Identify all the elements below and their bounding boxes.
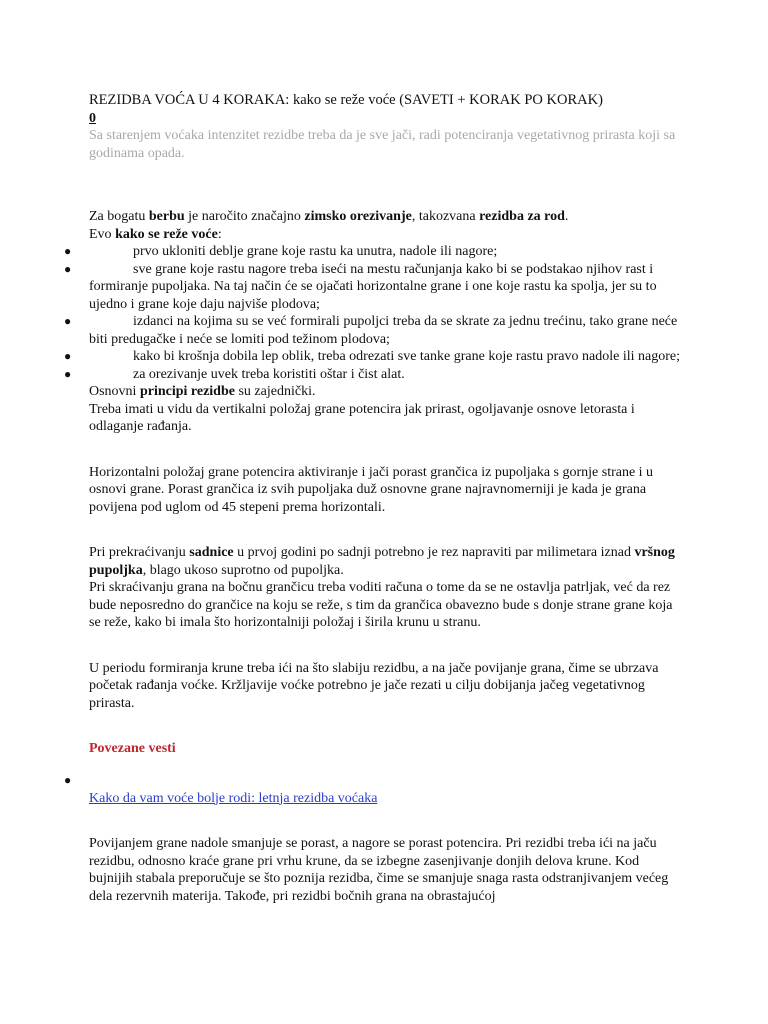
vertical-paragraph: Treba imati u vidu da vertikalni položaj grane potencira jak prirast, ogoljavanje osnove letorasta i odlaganje rađanja.: [89, 401, 635, 434]
list-item-text-inner: sve grane koje rastu nagore treba iseći na mestu računjanja kako bi se podstakao njihov rast i formiranje pupoljaka. Na taj način će se ojačati horizontalne grane i one koje rastu ka spolja, jer su to ujedno i grane koje daju najviše plodova;: [89, 261, 657, 312]
list-item-text: za orezivanje uvek treba koristiti oštar i čist alat.: [133, 366, 405, 382]
bullet-icon: ●: [64, 349, 72, 363]
related-article-link[interactable]: Kako da vam voće bolje rodi: letnja rezidba voćaka: [89, 790, 378, 806]
principles-bold: principi rezidbe: [139, 384, 235, 399]
list-item-text: [89, 313, 681, 348]
list-item-text-inner: kako bi krošnja dobila lep oblik, treba odrezati sve tanke grane koje rastu pravo nadole ili nagore;: [133, 349, 680, 364]
bullet-icon: ●: [64, 261, 72, 276]
article-title: REZIDBA VOĆA U 4 KORAKA: kako se reže voće (SAVETI + KORAK PO KORAK): [89, 92, 603, 108]
intro-text-3: , takozvana: [411, 209, 480, 224]
list-item: [64, 348, 681, 366]
list-item-text: [89, 261, 681, 314]
skracivanje-paragraph: Pri skraćivanju grana na bočnu grančicu treba voditi računa o tome da se ne ostavlja patrljak, već da rez bude neposredno do grančice na koju se reže, s tim da grančica obavezno bude s donje strane grane koja se reže, kako bi imala što horizontalniji položaj i širila krunu u stranu.: [89, 580, 673, 630]
sadnice-text-2: u prvoj godini po sadnji potrebno je rez napraviti par milimetara iznad: [233, 545, 635, 560]
principles-text-2: su zajednički.: [234, 384, 316, 399]
intro-paragraph: [89, 208, 681, 226]
related-news-heading: Povezane vesti: [89, 741, 176, 756]
article-lead: Sa starenjem voćaka intenzitet rezidbe treba da je sve jači, radi potenciranja vegetativnog prirasta koji sa godinama opada.: [89, 128, 676, 161]
list-item: [64, 313, 681, 348]
horizontal-paragraph: Horizontalni položaj grane potencira aktiviranje i jači porast grančica iz pupoljaka s gornje strane i u osnovi grane. Porast grančica iz svih pupoljaka duž osnovne grane najravnomerniji je kada je grana povijena pod uglom od 45 stepeni prema horizontali.: [89, 464, 654, 515]
list-item: [64, 243, 681, 261]
comment-count[interactable]: 0: [89, 110, 96, 126]
principles-text-1: Osnovni: [89, 384, 140, 399]
intro-text-1: Za bogatu: [89, 209, 149, 224]
sadnice-bold: sadnice: [189, 545, 234, 560]
list-item-text-inner: izdanci na kojima su se već formirali pupoljci treba da se skrate za jednu trećinu, tako grane neće biti predugačke i neće se lomiti pod težinom plodova;: [89, 314, 678, 347]
article-body: [64, 92, 681, 905]
how-text-1: Evo: [89, 226, 116, 242]
intro-bold-zimsko: zimsko orezivanje: [304, 209, 412, 224]
principles-paragraph: [89, 383, 681, 401]
sadnice-text-1: Pri prekraćivanju: [89, 545, 190, 560]
intro-text-4: .: [564, 209, 569, 224]
steps-list: [64, 243, 681, 383]
bullet-icon: ●: [64, 314, 72, 328]
sadnice-paragraph: [89, 544, 681, 579]
how-bold: kako se reže voće: [115, 226, 218, 242]
related-link-row: [89, 790, 681, 808]
list-item: [64, 366, 681, 384]
list-item-text: prvo ukloniti deblje grane koje rastu ka unutra, nadole ili nagore;: [133, 244, 498, 259]
krune-paragraph: U periodu formiranja krune treba ići na što slabiju rezidbu, a na jače povijanje grana, čime se ubrzava početak rađanja voćke. Kržljavije voćke potrebno je jače rezati u cilju dobijanja jačeg vegetativnog prirasta.: [89, 660, 659, 711]
povijanjem-paragraph: Povijanjem grane nadole smanjuje se porast, a nagore se porast potencira. Pri rezidbi treba ići na jaču rezidbu, odnosno kraće grane pri vrhu krune, da se izbegne zasenjivanje donjih delova krune. Kod bujnijih stabala preporučuje se što poznija rezidba, čime se smanjuje snaga rasta odstranjivanjem većeg dela rezervnih materija. Takođe, pri rezidbi bočnih grana na obrastajućoj: [89, 836, 669, 904]
bullet-icon: ●: [64, 366, 72, 381]
intro-bold-berbu: berbu: [148, 209, 185, 224]
intro-bold-rezidba: rezidba za rod: [479, 209, 565, 224]
intro-text-2: je naročito značajno: [184, 209, 305, 224]
related-bullet-row: [64, 772, 681, 790]
list-item: [64, 261, 681, 314]
how-paragraph: [89, 226, 681, 244]
vrsnog-bold: vršnog pupoljka: [89, 545, 675, 578]
bullet-icon: ●: [64, 772, 72, 787]
how-text-2: :: [217, 226, 222, 242]
bullet-icon: ●: [64, 244, 72, 258]
list-item-text: [89, 348, 681, 366]
sadnice-text-3: , blago ukoso suprotno od pupoljka.: [142, 562, 344, 578]
